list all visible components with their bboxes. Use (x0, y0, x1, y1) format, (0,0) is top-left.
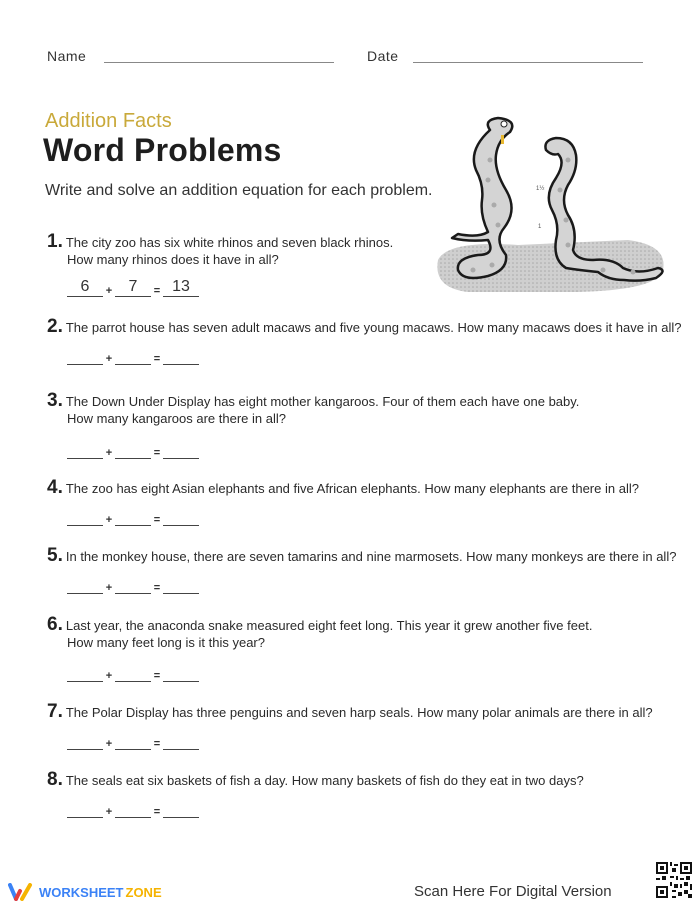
plus-sign: + (105, 582, 113, 594)
problem-number: 4. (47, 477, 63, 498)
date-field[interactable] (413, 62, 643, 63)
addend-1-blank[interactable] (67, 507, 103, 526)
equals-sign: = (153, 670, 161, 682)
problem-4 (47, 479, 639, 497)
name-date-row (47, 48, 657, 70)
addend-1-blank[interactable] (67, 440, 103, 459)
equation-3 (67, 440, 199, 460)
equals-sign: = (153, 447, 161, 459)
sum-blank[interactable] (163, 440, 199, 459)
problem-text: Last year, the anaconda snake measured eight feet long. This year it grew another five feet. (65, 618, 593, 633)
problem-5 (47, 547, 676, 565)
addend-1-blank[interactable] (67, 663, 103, 682)
equation-6 (67, 663, 199, 683)
sum-blank[interactable] (163, 663, 199, 682)
problem-number: 7. (47, 701, 63, 722)
logo-text-zone: ZONE (125, 884, 162, 900)
plus-sign: + (105, 285, 113, 297)
problem-7 (47, 703, 653, 721)
equals-sign: = (153, 353, 161, 365)
problem-text-line2: How many feet long is it this year? (67, 635, 265, 650)
equals-sign: = (153, 582, 161, 594)
problem-8 (47, 771, 584, 789)
snakes-illustration (428, 110, 678, 300)
equation-7 (67, 731, 199, 751)
addend-1-blank[interactable] (67, 575, 103, 594)
scale-mark-label: 1½ (536, 186, 545, 192)
equals-sign: = (153, 285, 161, 297)
name-label: Name (47, 48, 87, 64)
addend-2-blank[interactable] (115, 440, 151, 459)
problem-text: The Polar Display has three penguins and seven harp seals. How many polar animals are there in all? (65, 705, 653, 720)
worksheet-subtitle: Addition Facts (45, 110, 172, 132)
addend-2-blank[interactable] (115, 507, 151, 526)
addend-1-blank[interactable] (67, 799, 103, 818)
logo-text-worksheet: WORKSHEET (39, 884, 124, 900)
worksheet-title: Word Problems (43, 132, 282, 168)
sum-blank[interactable] (163, 507, 199, 526)
problem-text: The city zoo has six white rhinos and seven black rhinos. (65, 235, 394, 250)
addend-2-blank[interactable]: 7 (115, 278, 151, 297)
addend-1-blank[interactable] (67, 731, 103, 750)
equals-sign: = (153, 806, 161, 818)
problem-text: The zoo has eight Asian elephants and five African elephants. How many elephants are there in all? (65, 481, 639, 496)
problem-1 (47, 233, 393, 268)
plus-sign: + (105, 806, 113, 818)
equation-5 (67, 575, 199, 595)
problem-text-line2: How many kangaroos are there in all? (67, 411, 286, 426)
equation-2 (67, 346, 199, 366)
problem-text: The Down Under Display has eight mother kangaroos. Four of them each have one baby. (65, 394, 580, 409)
equals-sign: = (153, 738, 161, 750)
addend-1-blank[interactable]: 6 (67, 278, 103, 297)
problem-text: The seals eat six baskets of fish a day. How many baskets of fish do they eat in two days? (65, 773, 584, 788)
sum-blank[interactable] (163, 575, 199, 594)
sum-blank[interactable]: 13 (163, 278, 199, 297)
problem-number: 2. (47, 316, 63, 337)
plus-sign: + (105, 738, 113, 750)
addend-2-blank[interactable] (115, 663, 151, 682)
problem-number: 8. (47, 769, 63, 790)
problem-text-line2: How many rhinos does it have in all? (67, 252, 279, 267)
problem-number: 3. (47, 390, 63, 411)
instructions: Write and solve an addition equation for each problem. (45, 182, 433, 199)
plus-sign: + (105, 353, 113, 365)
problem-number: 1. (47, 231, 63, 252)
equation-1 (67, 278, 199, 298)
addend-1-blank[interactable] (67, 346, 103, 365)
problem-number: 6. (47, 614, 63, 635)
plus-sign: + (105, 514, 113, 526)
addend-2-blank[interactable] (115, 575, 151, 594)
qr-code-icon[interactable] (654, 860, 694, 900)
logo-w-icon (8, 883, 34, 901)
sum-blank[interactable] (163, 731, 199, 750)
problem-text: In the monkey house, there are seven tamarins and nine marmosets. How many monkeys are there in all? (65, 549, 677, 564)
plus-sign: + (105, 447, 113, 459)
addend-2-blank[interactable] (115, 346, 151, 365)
plus-sign: + (105, 670, 113, 682)
equation-4 (67, 507, 199, 527)
sum-blank[interactable] (163, 346, 199, 365)
worksheet-zone-logo[interactable] (8, 882, 162, 902)
equals-sign: = (153, 514, 161, 526)
name-field[interactable] (104, 62, 334, 63)
problem-text: The parrot house has seven adult macaws and five young macaws. How many macaws does it have in all? (65, 320, 682, 335)
problem-2 (47, 318, 682, 336)
scan-prompt: Scan Here For Digital Version (414, 883, 612, 900)
problem-number: 5. (47, 545, 63, 566)
addend-2-blank[interactable] (115, 799, 151, 818)
equation-8 (67, 799, 199, 819)
scale-mark-label: 1 (538, 224, 542, 230)
problem-6 (47, 616, 592, 651)
addend-2-blank[interactable] (115, 731, 151, 750)
sum-blank[interactable] (163, 799, 199, 818)
problem-3 (47, 392, 579, 427)
date-label: Date (367, 48, 399, 64)
